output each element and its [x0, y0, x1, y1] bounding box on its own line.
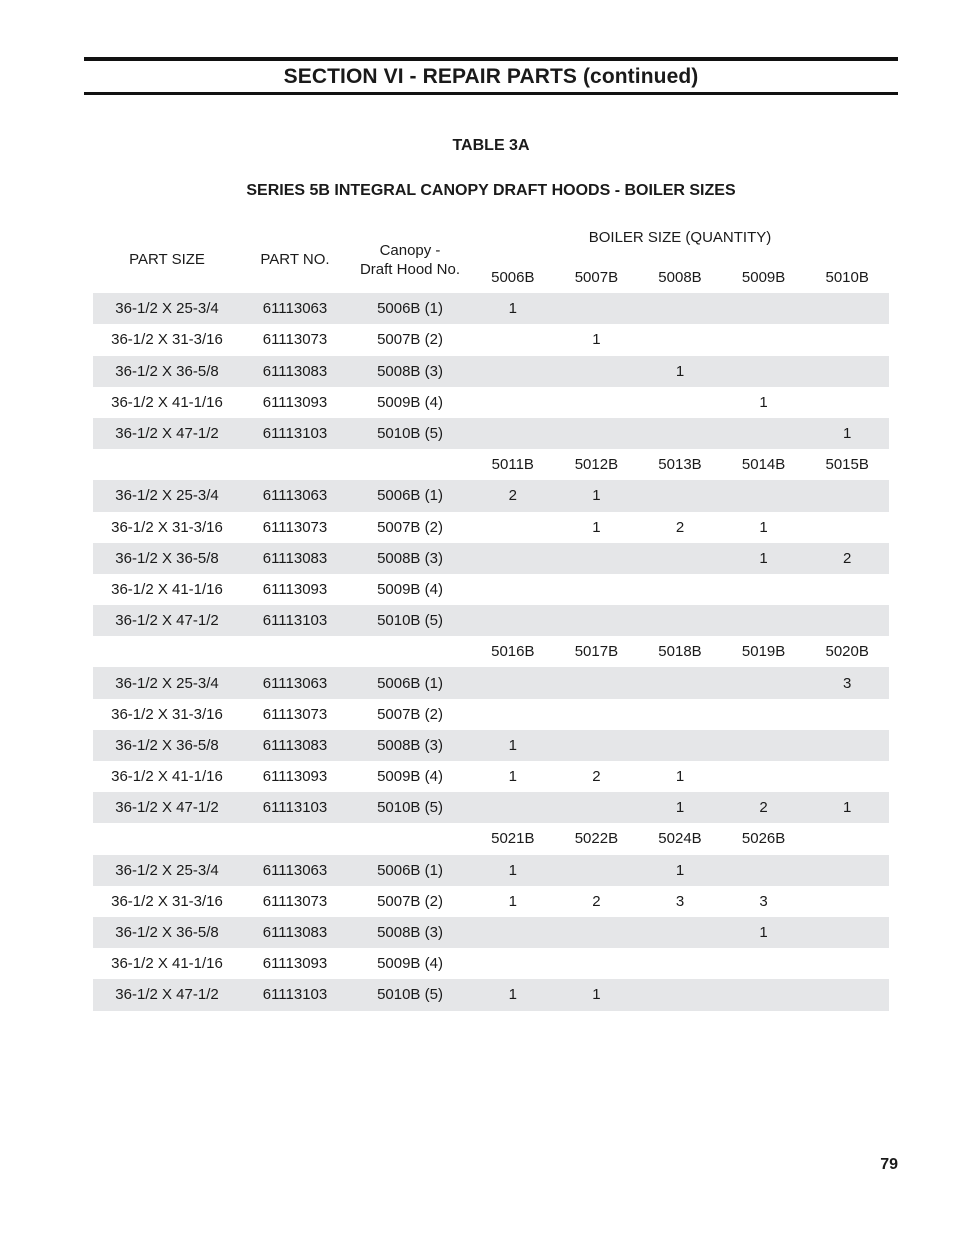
table-row: [93, 792, 889, 823]
part-no-cell: 61113103: [262, 799, 328, 817]
part-no-cell: 61113073: [262, 331, 328, 349]
table-row: [93, 886, 889, 917]
header-canopy-line1: Canopy -: [379, 242, 441, 259]
part-no-cell: 61113083: [262, 736, 328, 754]
boiler-size-label: 5011B: [491, 456, 534, 474]
part-no-cell: 61113063: [262, 487, 328, 505]
table-row: [93, 418, 889, 449]
table-row: [93, 480, 889, 511]
quantity-cell: 1: [843, 799, 852, 817]
table-row: [93, 543, 889, 574]
part-no-cell: 61113103: [262, 986, 328, 1004]
table-row: [93, 324, 889, 355]
quantity-cell: 1: [508, 736, 517, 754]
quantity-cell: 1: [508, 300, 517, 318]
boiler-header-row: [93, 636, 889, 667]
part-size-cell: 36-1/2 X 41-1/16: [111, 393, 223, 411]
quantity-cell: 1: [675, 362, 685, 380]
canopy-cell: 5006B (1): [377, 861, 443, 879]
quantity-cell: 2: [843, 549, 852, 567]
quantity-cell: 1: [508, 861, 517, 879]
boiler-size-label: 5022B: [574, 830, 619, 848]
quantity-cell: 1: [508, 986, 517, 1004]
canopy-cell: 5008B (3): [377, 549, 443, 567]
part-size-cell: 36-1/2 X 36-5/8: [115, 736, 219, 754]
part-size-cell: 36-1/2 X 36-5/8: [115, 924, 219, 942]
quantity-cell: 1: [592, 487, 601, 505]
table-row: [93, 356, 889, 387]
header-part-no: PART NO.: [260, 251, 330, 268]
canopy-cell: 5009B (4): [377, 768, 443, 786]
part-size-cell: 36-1/2 X 31-3/16: [111, 518, 223, 536]
part-size-cell: 36-1/2 X 41-1/16: [111, 580, 223, 598]
part-size-cell: 36-1/2 X 47-1/2: [115, 612, 219, 630]
quantity-cell: 2: [759, 799, 768, 817]
boiler-size-label: 5019B: [741, 643, 786, 661]
table-row: [93, 979, 889, 1010]
part-size-cell: 36-1/2 X 31-3/16: [111, 892, 223, 910]
part-no-cell: 61113083: [262, 924, 328, 942]
canopy-cell: 5009B (4): [377, 955, 443, 973]
header-part-size: PART SIZE: [129, 251, 205, 268]
part-size-cell: 36-1/2 X 25-3/4: [115, 487, 219, 505]
table-row: [93, 855, 889, 886]
quantity-cell: 1: [508, 892, 517, 910]
part-size-cell: 36-1/2 X 47-1/2: [115, 425, 219, 443]
table-row: [93, 512, 889, 543]
quantity-cell: 2: [675, 518, 685, 536]
boiler-size-label: 5018B: [658, 643, 702, 661]
quantity-cell: 1: [759, 518, 768, 536]
canopy-cell: 5010B (5): [377, 799, 443, 817]
part-size-cell: 36-1/2 X 36-5/8: [115, 549, 219, 567]
quantity-cell: 3: [759, 892, 768, 910]
boiler-size-label: 5016B: [491, 643, 535, 661]
quantity-cell: 1: [508, 768, 517, 786]
parts-table: [93, 262, 889, 1011]
canopy-cell: 5009B (4): [377, 580, 443, 598]
part-no-cell: 61113073: [262, 518, 328, 536]
boiler-header-row: [93, 449, 889, 480]
boiler-size-label: 5014B: [741, 456, 786, 474]
page-number: 79: [880, 1156, 898, 1173]
table-row: [93, 574, 889, 605]
table-row: [93, 948, 889, 979]
part-no-cell: 61113093: [262, 580, 328, 598]
boiler-size-label: 5013B: [658, 456, 702, 474]
part-no-cell: 61113063: [262, 861, 328, 879]
canopy-cell: 5007B (2): [377, 892, 443, 910]
canopy-cell: 5007B (2): [377, 331, 443, 349]
section-header: [84, 57, 898, 95]
boiler-size-label: 5010B: [825, 269, 869, 287]
boiler-size-label: 5008B: [658, 269, 702, 287]
part-size-cell: 36-1/2 X 41-1/16: [111, 768, 223, 786]
part-size-cell: 36-1/2 X 25-3/4: [115, 300, 219, 318]
part-size-cell: 36-1/2 X 25-3/4: [115, 861, 219, 879]
part-no-cell: 61113063: [262, 300, 328, 318]
quantity-cell: 1: [675, 799, 685, 817]
boiler-size-label: 5015B: [825, 456, 869, 474]
section-title: SECTION VI - REPAIR PARTS (continued): [283, 64, 699, 88]
part-no-cell: 61113103: [262, 425, 328, 443]
quantity-cell: 1: [675, 768, 685, 786]
boiler-size-label: 5017B: [574, 643, 619, 661]
quantity-cell: 3: [675, 892, 685, 910]
table-row: [93, 667, 889, 698]
part-size-cell: 36-1/2 X 41-1/16: [111, 955, 223, 973]
boiler-size-label: 5009B: [741, 269, 786, 287]
part-size-cell: 36-1/2 X 47-1/2: [115, 799, 219, 817]
canopy-cell: 5006B (1): [377, 300, 443, 318]
table-title: TABLE 3A: [452, 137, 530, 154]
canopy-cell: 5006B (1): [377, 487, 443, 505]
table-row: [93, 761, 889, 792]
part-no-cell: 61113063: [262, 674, 328, 692]
quantity-cell: 1: [759, 549, 768, 567]
canopy-cell: 5010B (5): [377, 425, 443, 443]
table-row: [93, 699, 889, 730]
boiler-size-label: 5020B: [825, 643, 869, 661]
quantity-cell: 2: [508, 487, 517, 505]
table-row: [93, 605, 889, 636]
part-size-cell: 36-1/2 X 31-3/16: [111, 331, 223, 349]
quantity-cell: 1: [592, 518, 601, 536]
quantity-cell: 3: [843, 674, 852, 692]
table-row: [93, 387, 889, 418]
canopy-cell: 5008B (3): [377, 736, 443, 754]
part-no-cell: 61113083: [262, 362, 328, 380]
canopy-cell: 5007B (2): [377, 518, 443, 536]
quantity-cell: 1: [675, 861, 685, 879]
part-no-cell: 61113093: [262, 768, 328, 786]
boiler-size-label: 5012B: [574, 456, 619, 474]
table-row: [93, 917, 889, 948]
part-no-cell: 61113073: [262, 892, 328, 910]
boiler-header-row: [93, 823, 889, 854]
part-no-cell: 61113103: [262, 612, 328, 630]
canopy-cell: 5008B (3): [377, 924, 443, 942]
quantity-cell: 2: [592, 892, 601, 910]
boiler-size-label: 5024B: [658, 830, 702, 848]
header-canopy-line2: Draft Hood No.: [359, 261, 461, 278]
part-no-cell: 61113083: [262, 549, 328, 567]
part-size-cell: 36-1/2 X 47-1/2: [115, 986, 219, 1004]
table-subtitle: SERIES 5B INTEGRAL CANOPY DRAFT HOODS - BOILER SIZES: [246, 182, 736, 199]
part-size-cell: 36-1/2 X 31-3/16: [111, 705, 223, 723]
boiler-header-row: [93, 262, 889, 293]
quantity-cell: 1: [592, 986, 601, 1004]
part-size-cell: 36-1/2 X 25-3/4: [115, 674, 219, 692]
canopy-cell: 5010B (5): [377, 986, 443, 1004]
canopy-cell: 5007B (2): [377, 705, 443, 723]
canopy-cell: 5009B (4): [377, 393, 443, 411]
quantity-cell: 1: [843, 425, 852, 443]
boiler-size-label: 5006B: [491, 269, 535, 287]
canopy-cell: 5010B (5): [377, 612, 443, 630]
header-boiler-size: BOILER SIZE (QUANTITY): [588, 229, 772, 246]
part-no-cell: 61113093: [262, 393, 328, 411]
canopy-cell: 5008B (3): [377, 362, 443, 380]
boiler-size-label: 5007B: [574, 269, 619, 287]
quantity-cell: 1: [592, 331, 601, 349]
boiler-size-label: 5026B: [741, 830, 786, 848]
quantity-cell: 1: [759, 393, 768, 411]
quantity-cell: 1: [759, 924, 768, 942]
quantity-cell: 2: [592, 768, 601, 786]
boiler-size-label: 5021B: [491, 830, 535, 848]
table-row: [93, 293, 889, 324]
part-no-cell: 61113093: [262, 955, 328, 973]
table-row: [93, 730, 889, 761]
part-size-cell: 36-1/2 X 36-5/8: [115, 362, 219, 380]
part-no-cell: 61113073: [262, 705, 328, 723]
canopy-cell: 5006B (1): [377, 674, 443, 692]
